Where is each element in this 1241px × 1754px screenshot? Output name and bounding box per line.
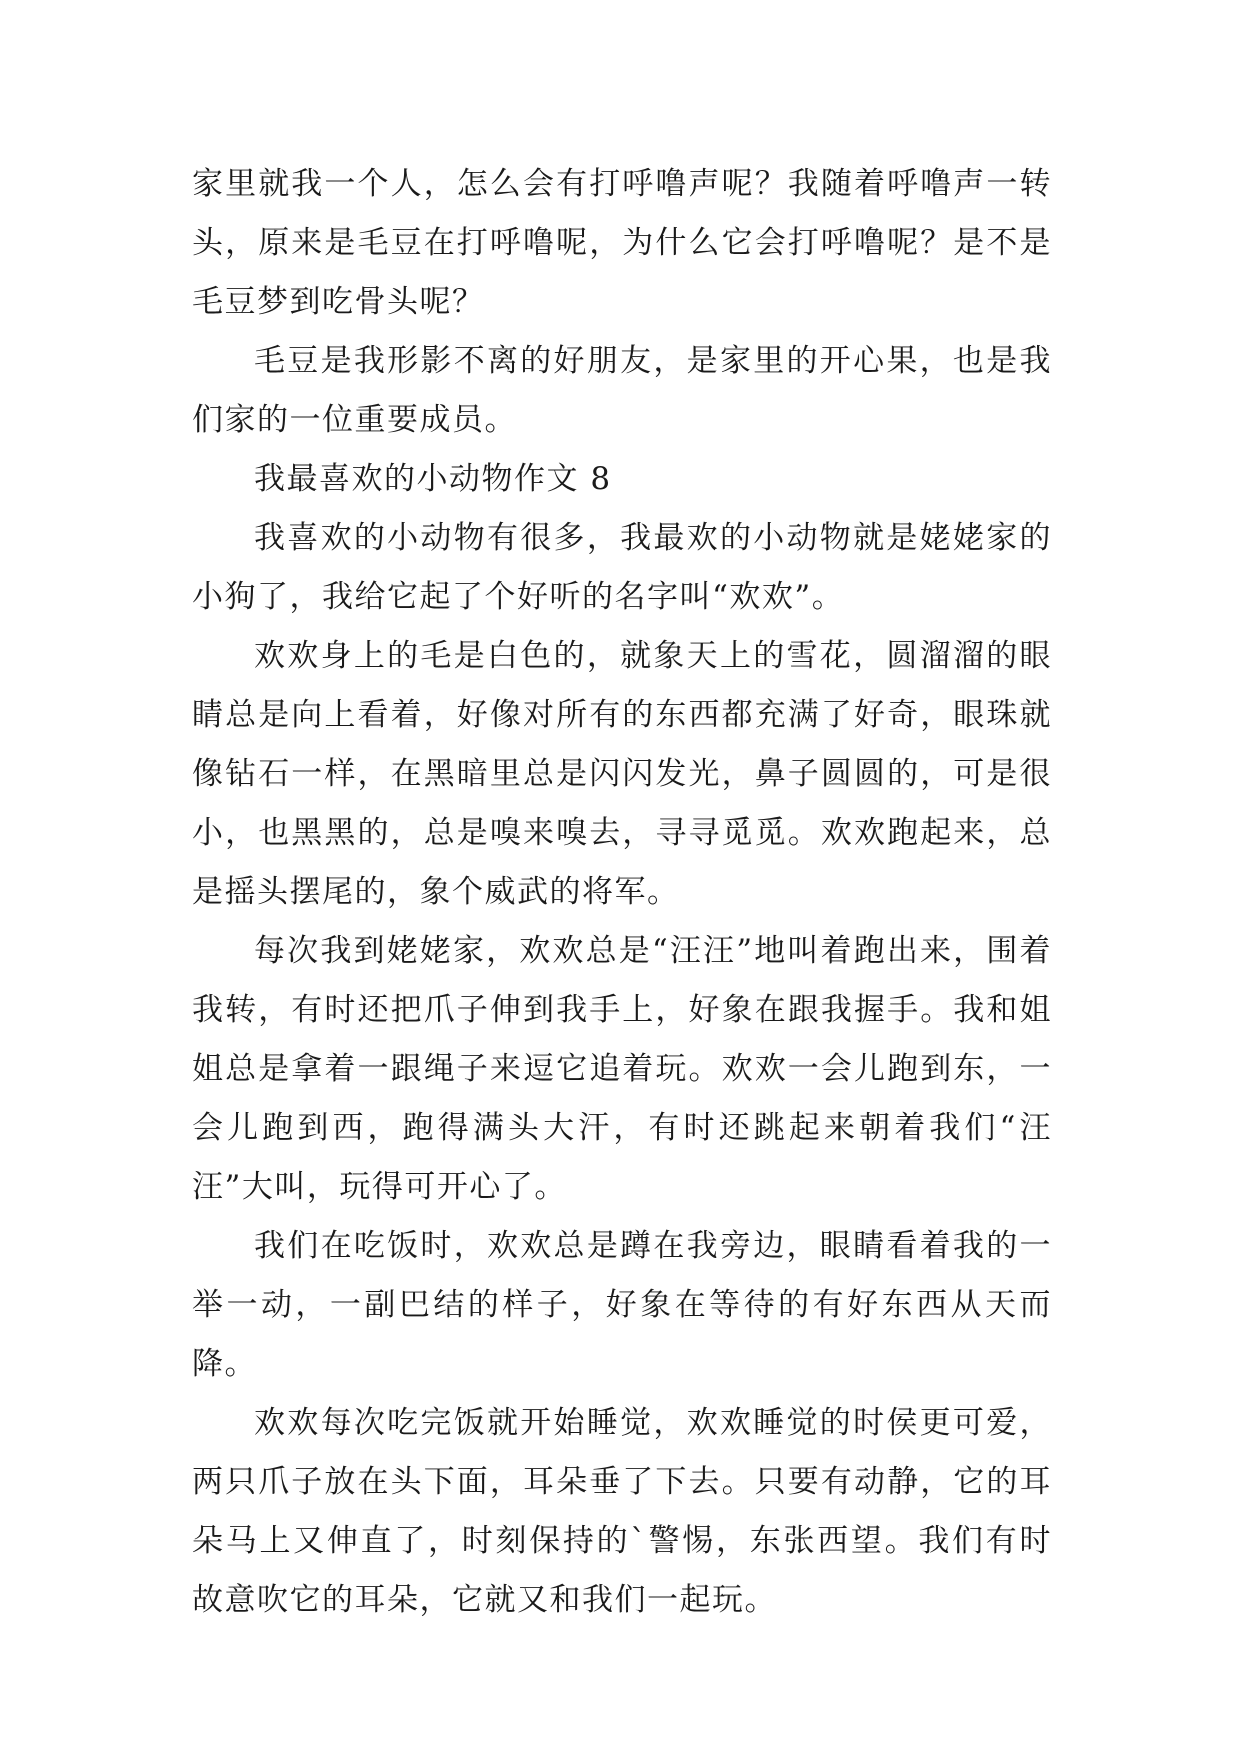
paragraph: 欢欢身上的毛是白色的，就象天上的雪花，圆溜溜的眼睛总是向上看着，好像对所有的东西都充满了好奇，眼珠就像钻石一样，在黑暗里总是闪闪发光，鼻子圆圆的，可是很小，也黑黑的，总是嗅来嗅去，寻寻觅觅。欢欢跑起来，总是摇头摆尾的，象个威武的将军。: [192, 638, 1052, 910]
paragraph: 毛豆是我形影不离的好朋友，是家里的开心果，也是我们家的一位重要成员。: [192, 343, 1052, 438]
document-page: [192, 155, 1052, 1630]
paragraph: 欢欢每次吃完饭就开始睡觉，欢欢睡觉的时侯更可爱，两只爪子放在头下面，耳朵垂了下去。只要有动静，它的耳朵马上又伸直了，时刻保持的`警惕，东张西望。我们有时故意吹它的耳朵，它就又和我们一起玩。: [192, 1405, 1052, 1618]
paragraph: 每次我到姥姥家，欢欢总是“汪汪”地叫着跑出来，围着我转，有时还把爪子伸到我手上，好象在跟我握手。我和姐姐总是拿着一跟绳子来逗它追着玩。欢欢一会儿跑到东，一会儿跑到西，跑得满头大汗，有时还跳起来朝着我们“汪汪”大叫，玩得可开心了。: [192, 933, 1052, 1205]
paragraph: 我们在吃饭时，欢欢总是蹲在我旁边，眼睛看着我的一举一动，一副巴结的样子，好象在等待的有好东西从天而降。: [192, 1228, 1052, 1382]
paragraph-continued: 家里就我一个人，怎么会有打呼噜声呢？我随着呼噜声一转头，原来是毛豆在打呼噜呢，为什么它会打呼噜呢？是不是毛豆梦到吃骨头呢？: [192, 166, 1052, 320]
essay-title: 我最喜欢的小动物作文 8: [254, 461, 612, 497]
paragraph: 我喜欢的小动物有很多，我最欢的小动物就是姥姥家的小狗了，我给它起了个好听的名字叫“欢欢”。: [192, 520, 1052, 615]
